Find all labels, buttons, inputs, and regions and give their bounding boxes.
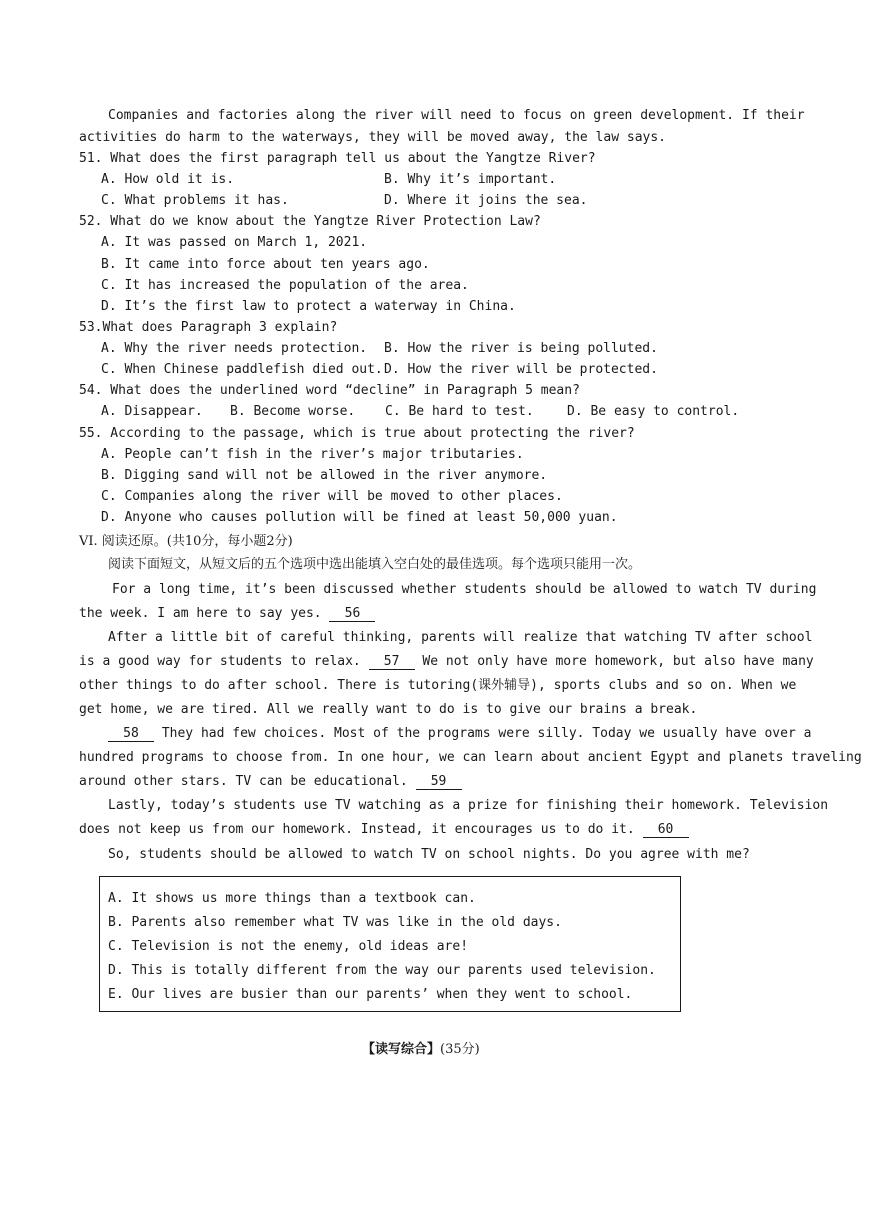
q53-option-c: C. When Chinese paddlefish died out. [101, 362, 383, 377]
passage-paragraph-4-line: Lastly, today’s students use TV watching as a prize for finishing their homework. Television [108, 798, 829, 813]
q54-option-a: A. Disappear. [101, 404, 203, 419]
blank-57[interactable]: 57 [369, 655, 415, 670]
q55-option-b: B. Digging sand will not be allowed in the river anymore. [101, 468, 548, 483]
passage-line: Companies and factories along the river will need to focus on green development. If their [108, 108, 805, 123]
passage-text: the week. I am here to say yes. [79, 606, 322, 621]
option-c: C. Television is not the enemy, old ideas are! [108, 939, 469, 954]
answer-options-box [99, 876, 681, 1012]
q53-option-d: D. How the river will be protected. [384, 362, 658, 377]
passage-line: activities do harm to the waterways, they will be moved away, the law says. [79, 130, 666, 145]
passage-text: We not only have more homework, but also have many [422, 654, 814, 669]
option-a: A. It shows us more things than a textbook can. [108, 891, 476, 906]
option-b: B. Parents also remember what TV was like in the old days. [108, 915, 562, 930]
passage-paragraph-5-line: So, students should be allowed to watch TV on school nights. Do you agree with me? [108, 847, 750, 862]
section-points: (35分) [440, 1042, 480, 1057]
q51-option-b: B. Why it’s important. [384, 172, 557, 187]
passage-paragraph-2-line: After a little bit of careful thinking, parents will realize that watching TV after school [108, 630, 813, 645]
passage-paragraph-2-line: other things to do after school. There is tutoring(课外辅导), sports clubs and so on. When we [79, 678, 797, 693]
passage-paragraph-3-line [79, 774, 462, 790]
q52-option-a: A. It was passed on March 1, 2021. [101, 235, 368, 250]
passage-text: does not keep us from our homework. Instead, it encourages us to do it. [79, 822, 635, 837]
passage-paragraph-1-line: For a long time, it’s been discussed whether students should be allowed to watch TV during [112, 582, 817, 597]
q54-option-c: C. Be hard to test. [385, 404, 534, 419]
section-title-text: 【读写综合】 [362, 1042, 441, 1057]
blank-56[interactable]: 56 [329, 607, 375, 622]
passage-paragraph-4-line [79, 822, 689, 838]
question-54-stem: 54. What does the underlined word “decline” in Paragraph 5 mean? [79, 383, 580, 398]
blank-59[interactable]: 59 [416, 775, 462, 790]
passage-text: They had few choices. Most of the programs were silly. Today we usually have over a [161, 726, 812, 741]
passage-paragraph-1-line [79, 606, 375, 622]
passage-paragraph-3-line: hundred programs to choose from. In one hour, we can learn about ancient Egypt and planets traveling [79, 750, 862, 765]
question-51-stem: 51. What does the first paragraph tell us about the Yangtze River? [79, 151, 596, 166]
q51-option-d: D. Where it joins the sea. [384, 193, 588, 208]
option-d: D. This is totally different from the way our parents used television. [108, 963, 656, 978]
q51-option-c: C. What problems it has. [101, 193, 289, 208]
q54-option-d: D. Be easy to control. [567, 404, 740, 419]
q54-option-b: B. Become worse. [230, 404, 356, 419]
q51-option-a: A. How old it is. [101, 172, 235, 187]
section-6-instruction: 阅读下面短文，从短文后的五个选项中选出能填入空白处的最佳选项。每个选项只能用一次。 [108, 557, 642, 572]
next-section-title [362, 1042, 480, 1058]
q55-option-d: D. Anyone who causes pollution will be fined at least 50,000 yuan. [101, 510, 618, 525]
option-e: E. Our lives are busier than our parents’ when they went to school. [108, 987, 633, 1002]
q52-option-c: C. It has increased the population of the area. [101, 278, 469, 293]
blank-60[interactable]: 60 [643, 823, 689, 838]
question-55-stem: 55. According to the passage, which is true about protecting the river? [79, 426, 635, 441]
q53-option-a: A. Why the river needs protection. [101, 341, 368, 356]
q52-option-b: B. It came into force about ten years ago. [101, 257, 430, 272]
q53-option-b: B. How the river is being polluted. [384, 341, 658, 356]
section-6-heading: VI. 阅读还原。(共10分，每小题2分) [79, 534, 293, 549]
q55-option-c: C. Companies along the river will be moved to other places. [101, 489, 563, 504]
passage-paragraph-3-line [108, 726, 811, 742]
blank-58[interactable]: 58 [108, 727, 154, 742]
question-52-stem: 52. What do we know about the Yangtze River Protection Law? [79, 214, 541, 229]
q55-option-a: A. People can’t fish in the river’s major tributaries. [101, 447, 524, 462]
passage-paragraph-2-line: get home, we are tired. All we really want to do is to give our brains a break. [79, 702, 698, 717]
passage-text: around other stars. TV can be educational. [79, 774, 408, 789]
question-53-stem: 53.What does Paragraph 3 explain? [79, 320, 338, 335]
passage-paragraph-2-line [79, 654, 814, 670]
passage-text: is a good way for students to relax. [79, 654, 361, 669]
q52-option-d: D. It’s the first law to protect a waterway in China. [101, 299, 516, 314]
